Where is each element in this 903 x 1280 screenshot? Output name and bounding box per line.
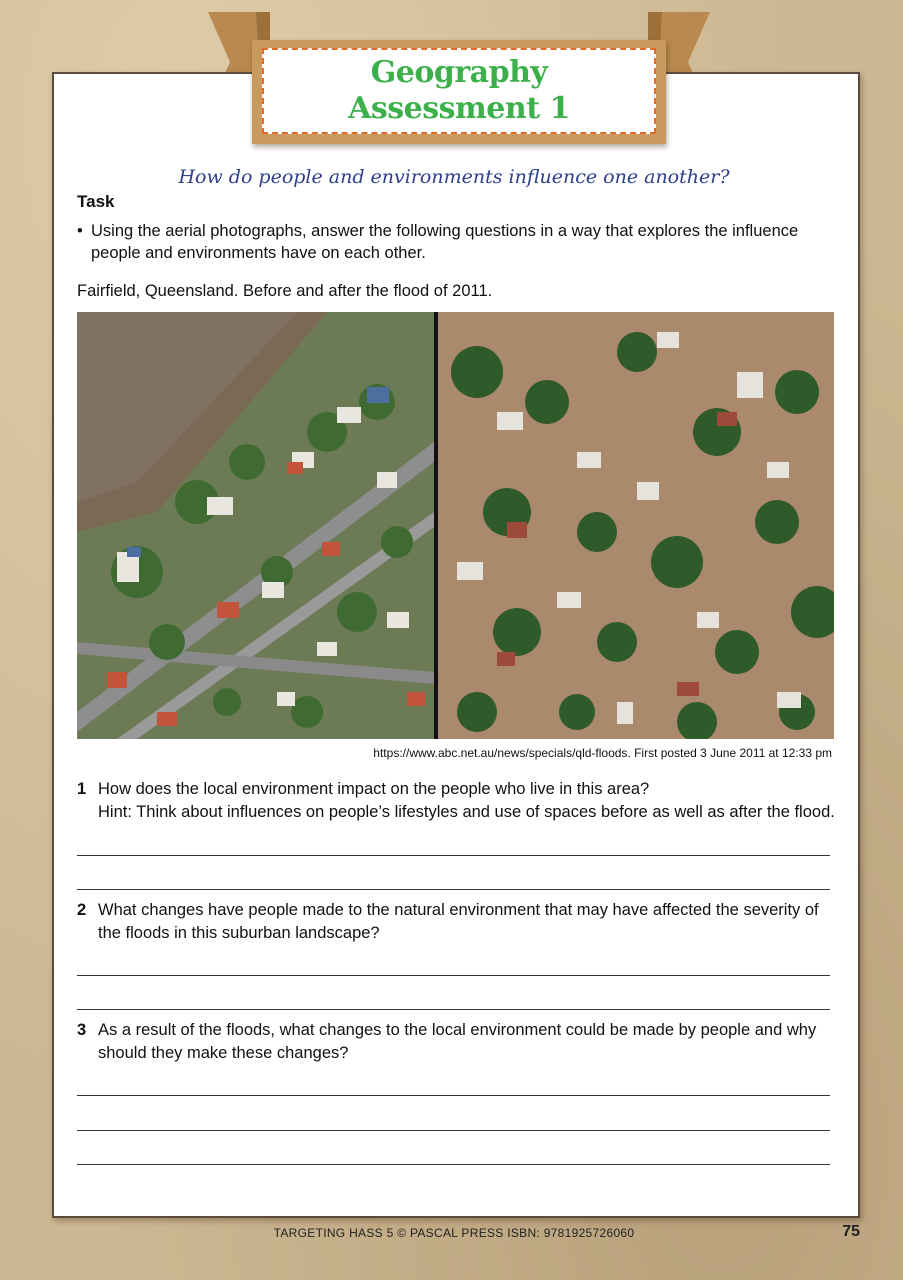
question-text: As a result of the floods, what changes to the local environment could be made by people and why should they make these changes? <box>98 1021 817 1062</box>
question-2 <box>77 899 837 945</box>
after-flood-photo <box>438 312 834 739</box>
answer-line[interactable] <box>77 1164 830 1165</box>
task-bullet <box>77 220 837 264</box>
task-bullet-text: Using the aerial photographs, answer the following questions in a way that explores the influence people and environments have on each other. <box>91 222 799 262</box>
aerial-photographs <box>77 312 834 739</box>
question-1 <box>77 778 837 824</box>
title-banner <box>252 40 666 144</box>
question-text: What changes have people made to the natural environment that may have affected the severity of the floods in this suburban landscape? <box>98 901 819 942</box>
inquiry-question: How do people and environments influence one another? <box>178 166 730 188</box>
question-number: 3 <box>77 1021 87 1039</box>
bullet-icon: • <box>77 222 83 240</box>
page-number: 75 <box>842 1223 860 1240</box>
title-banner-inner <box>262 48 656 134</box>
answer-line[interactable] <box>77 1130 830 1131</box>
answer-line[interactable] <box>77 1009 830 1010</box>
title-line-1: Geography <box>370 55 548 90</box>
footer-text: TARGETING HASS 5 © PASCAL PRESS ISBN: 9781925726060 <box>273 1226 635 1240</box>
before-flood-photo <box>77 312 434 739</box>
answer-line[interactable] <box>77 975 830 976</box>
question-3 <box>77 1019 837 1065</box>
photo-credit: https://www.abc.net.au/news/specials/qld-floods. First posted 3 June 2011 at 12:33 pm <box>373 746 832 760</box>
title-line-2: Assessment 1 <box>348 91 570 126</box>
question-text: How does the local environment impact on the people who live in this area? <box>98 780 650 798</box>
photo-caption: Fairfield, Queensland. Before and after the flood of 2011. <box>77 282 493 300</box>
answer-line[interactable] <box>77 855 830 856</box>
question-number: 2 <box>77 901 87 919</box>
task-heading: Task <box>77 192 115 211</box>
answer-line[interactable] <box>77 889 830 890</box>
answer-line[interactable] <box>77 1095 830 1096</box>
question-hint: Hint: Think about influences on people’s lifestyles and use of spaces before as well as after the flood. <box>98 803 835 821</box>
question-number: 1 <box>77 780 87 798</box>
